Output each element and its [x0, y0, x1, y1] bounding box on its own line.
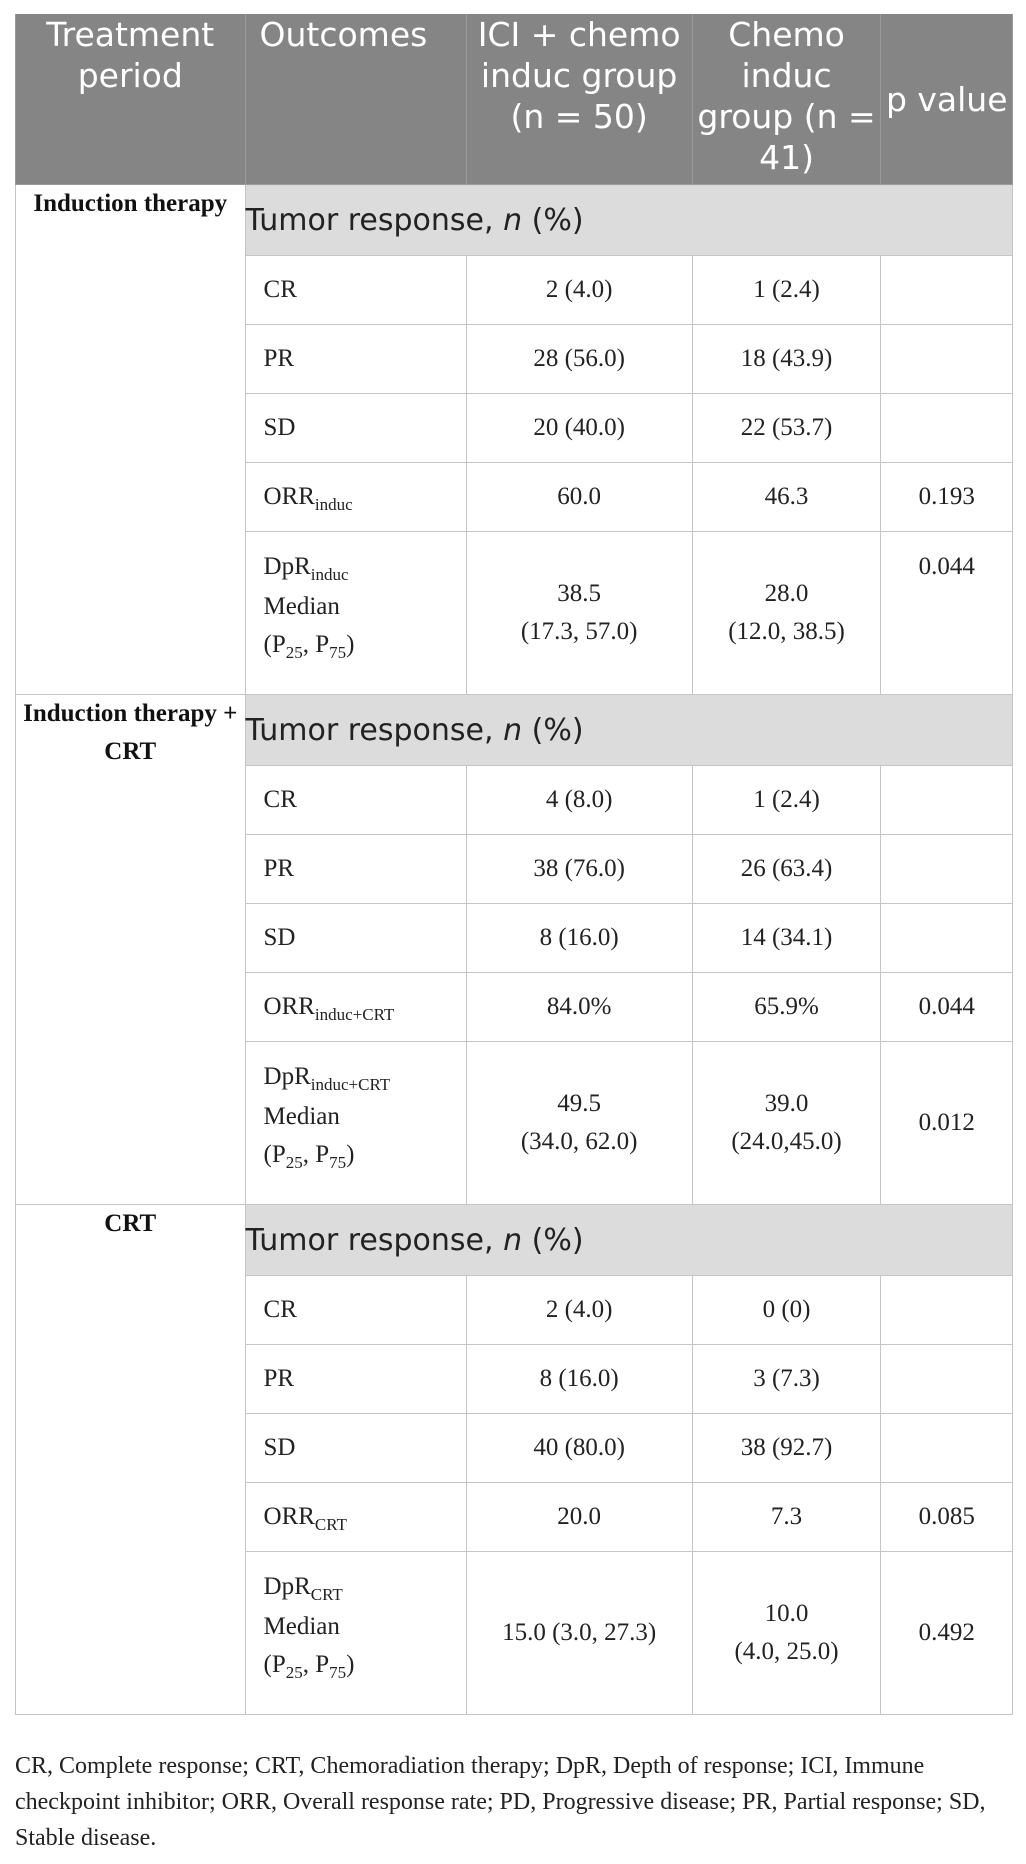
table-footnote: CR, Complete response; CRT, Chemoradiation therapy; DpR, Depth of response; ICI, Immune checkpoint inhibitor; ORR, Overall response rate; PD, Progressive disease; PR, Partial response; SD, Stable disease. — [15, 1753, 986, 1851]
subheader-text: Tumor response, — [245, 202, 504, 238]
outcome-label — [245, 904, 466, 973]
outcome-subscript: induc+CRT — [310, 1075, 391, 1094]
ici-group-value: 8 (16.0) — [466, 904, 692, 973]
p-value — [881, 325, 1013, 394]
chemo-value-line2: (4.0, 25.0) — [734, 1638, 839, 1665]
quartile-close: ) — [346, 1141, 355, 1168]
chemo-group-value: 0 (0) — [692, 1276, 881, 1345]
p-value: 0.044 — [881, 973, 1013, 1042]
p-value: 0.492 — [881, 1552, 1013, 1715]
chemo-group-value: 46.3 — [692, 463, 881, 532]
ici-group-value: 2 (4.0) — [466, 1276, 692, 1345]
outcome-label — [245, 1042, 466, 1205]
p-value — [881, 1345, 1013, 1414]
subheader-text: Tumor response, — [245, 712, 504, 748]
treatment-period-text: CRT — [104, 1210, 157, 1237]
chemo-group-value: 3 (7.3) — [692, 1345, 881, 1414]
outcome-name: PR — [263, 855, 295, 882]
chemo-group-value: 22 (53.7) — [692, 394, 881, 463]
outcome-name: ORR — [263, 1503, 315, 1530]
subheader-text: Tumor response, — [245, 1222, 504, 1258]
section-subheader-row — [16, 695, 1013, 766]
subheader-n: n — [503, 202, 523, 238]
outcome-name: CR — [263, 786, 297, 813]
outcome-label — [245, 835, 466, 904]
chemo-group-value — [692, 532, 881, 695]
p-value — [881, 1276, 1013, 1345]
chemo-group-value: 7.3 — [692, 1483, 881, 1552]
outcome-name: CR — [263, 276, 297, 303]
outcome-label — [245, 973, 466, 1042]
outcome-name: DpR — [263, 1573, 311, 1600]
chemo-group-value: 1 (2.4) — [692, 256, 881, 325]
quartile-sep: , P — [302, 631, 330, 658]
ici-group-value: 40 (80.0) — [466, 1414, 692, 1483]
ici-value-line2: (34.0, 62.0) — [520, 1128, 638, 1155]
p-value — [881, 904, 1013, 973]
outcome-name: ORR — [263, 993, 315, 1020]
quartile-sub-25: 25 — [285, 1663, 303, 1682]
chemo-group-value: 65.9% — [692, 973, 881, 1042]
p-value: 0.012 — [881, 1042, 1013, 1205]
outcome-name: SD — [263, 1434, 296, 1461]
quartile-open: (P — [263, 631, 286, 658]
chemo-value-line1: 39.0 — [764, 1090, 809, 1117]
chemo-group-value — [692, 1552, 881, 1715]
chemo-value-line1: 28.0 — [764, 580, 809, 607]
ici-group-value: 20.0 — [466, 1483, 692, 1552]
ici-group-value: 4 (8.0) — [466, 766, 692, 835]
outcome-subscript: CRT — [310, 1585, 343, 1604]
subheader-pct: (%) — [522, 202, 584, 238]
quartile-sub-25: 25 — [285, 1153, 303, 1172]
median-label: Median — [263, 593, 340, 620]
subheader-n: n — [503, 1222, 523, 1258]
quartile-sub-75: 75 — [329, 1153, 347, 1172]
quartile-sub-75: 75 — [329, 643, 347, 662]
treatment-period-text: Induction therapy — [33, 190, 228, 217]
chemo-value-line1: 10.0 — [764, 1600, 809, 1627]
outcome-subscript: induc — [310, 565, 349, 584]
ici-group-value: 20 (40.0) — [466, 394, 692, 463]
tumor-response-subheader — [245, 695, 1012, 766]
outcome-label — [245, 463, 466, 532]
outcome-label — [245, 1552, 466, 1715]
header-row — [16, 14, 1013, 185]
ici-value-line1: 38.5 — [557, 580, 602, 607]
treatment-period-text: Induction therapy + CRT — [23, 700, 238, 765]
p-value: 0.044 — [881, 532, 1013, 695]
chemo-group-value: 38 (92.7) — [692, 1414, 881, 1483]
treatment-period-label — [16, 695, 246, 1205]
chemo-group-value: 1 (2.4) — [692, 766, 881, 835]
ici-value-line1: 15.0 (3.0, 27.3) — [502, 1619, 657, 1646]
p-value: 0.193 — [881, 463, 1013, 532]
subheader-n: n — [503, 712, 523, 748]
outcome-name: ORR — [263, 483, 315, 510]
ici-group-value: 60.0 — [466, 463, 692, 532]
p-value — [881, 394, 1013, 463]
header-outcomes: Outcomes — [245, 14, 466, 185]
section-subheader-row — [16, 185, 1013, 256]
treatment-period-label — [16, 185, 246, 695]
outcome-name: SD — [263, 414, 296, 441]
chemo-group-value: 26 (63.4) — [692, 835, 881, 904]
quartile-sep: , P — [302, 1651, 330, 1678]
outcome-subscript: induc — [314, 495, 353, 514]
ici-group-value: 2 (4.0) — [466, 256, 692, 325]
chemo-group-value: 18 (43.9) — [692, 325, 881, 394]
outcome-name: PR — [263, 345, 295, 372]
header-chemo-group: Chemo induc group (n = 41) — [692, 14, 881, 185]
median-label: Median — [263, 1103, 340, 1130]
section-subheader-row — [16, 1205, 1013, 1276]
p-value — [881, 256, 1013, 325]
subheader-pct: (%) — [522, 712, 584, 748]
chemo-value-line2: (24.0,45.0) — [731, 1128, 842, 1155]
chemo-value-line2: (12.0, 38.5) — [728, 618, 845, 645]
outcome-subscript: CRT — [314, 1515, 347, 1534]
p-value — [881, 766, 1013, 835]
ici-value-line1: 49.5 — [557, 1090, 602, 1117]
ici-value-line2: (17.3, 57.0) — [520, 618, 638, 645]
ici-group-value: 84.0% — [466, 973, 692, 1042]
chemo-group-value: 14 (34.1) — [692, 904, 881, 973]
ici-group-value — [466, 532, 692, 695]
tumor-response-subheader — [245, 1205, 1012, 1276]
outcome-name: PR — [263, 1365, 295, 1392]
ici-group-value: 28 (56.0) — [466, 325, 692, 394]
quartile-open: (P — [263, 1651, 286, 1678]
chemo-group-value — [692, 1042, 881, 1205]
header-treatment-period: Treatment period — [16, 14, 246, 185]
outcome-label — [245, 1345, 466, 1414]
treatment-period-label — [16, 1205, 246, 1715]
ici-group-value — [466, 1552, 692, 1715]
outcome-label — [245, 394, 466, 463]
quartile-sub-75: 75 — [329, 1663, 347, 1682]
quartile-close: ) — [346, 631, 355, 658]
quartile-sep: , P — [302, 1141, 330, 1168]
median-label: Median — [263, 1613, 340, 1640]
outcome-label — [245, 1414, 466, 1483]
outcome-name: CR — [263, 1296, 297, 1323]
ici-group-value — [466, 1042, 692, 1205]
outcome-name: DpR — [263, 553, 311, 580]
outcome-name: DpR — [263, 1063, 311, 1090]
outcomes-table — [15, 14, 1013, 1715]
p-value — [881, 835, 1013, 904]
outcome-label — [245, 256, 466, 325]
p-value — [881, 1414, 1013, 1483]
ici-group-value: 38 (76.0) — [466, 835, 692, 904]
outcome-label — [245, 1483, 466, 1552]
tumor-response-subheader — [245, 185, 1012, 256]
outcome-label — [245, 766, 466, 835]
ici-group-value: 8 (16.0) — [466, 1345, 692, 1414]
outcome-label — [245, 532, 466, 695]
header-ici-group: ICI + chemo induc group (n = 50) — [466, 14, 692, 185]
outcome-label — [245, 325, 466, 394]
outcome-name: SD — [263, 924, 296, 951]
header-p-value: p value — [881, 14, 1013, 185]
quartile-close: ) — [346, 1651, 355, 1678]
p-value: 0.085 — [881, 1483, 1013, 1552]
subheader-pct: (%) — [522, 1222, 584, 1258]
quartile-open: (P — [263, 1141, 286, 1168]
outcome-subscript: induc+CRT — [314, 1005, 395, 1024]
quartile-sub-25: 25 — [285, 643, 303, 662]
outcome-label — [245, 1276, 466, 1345]
